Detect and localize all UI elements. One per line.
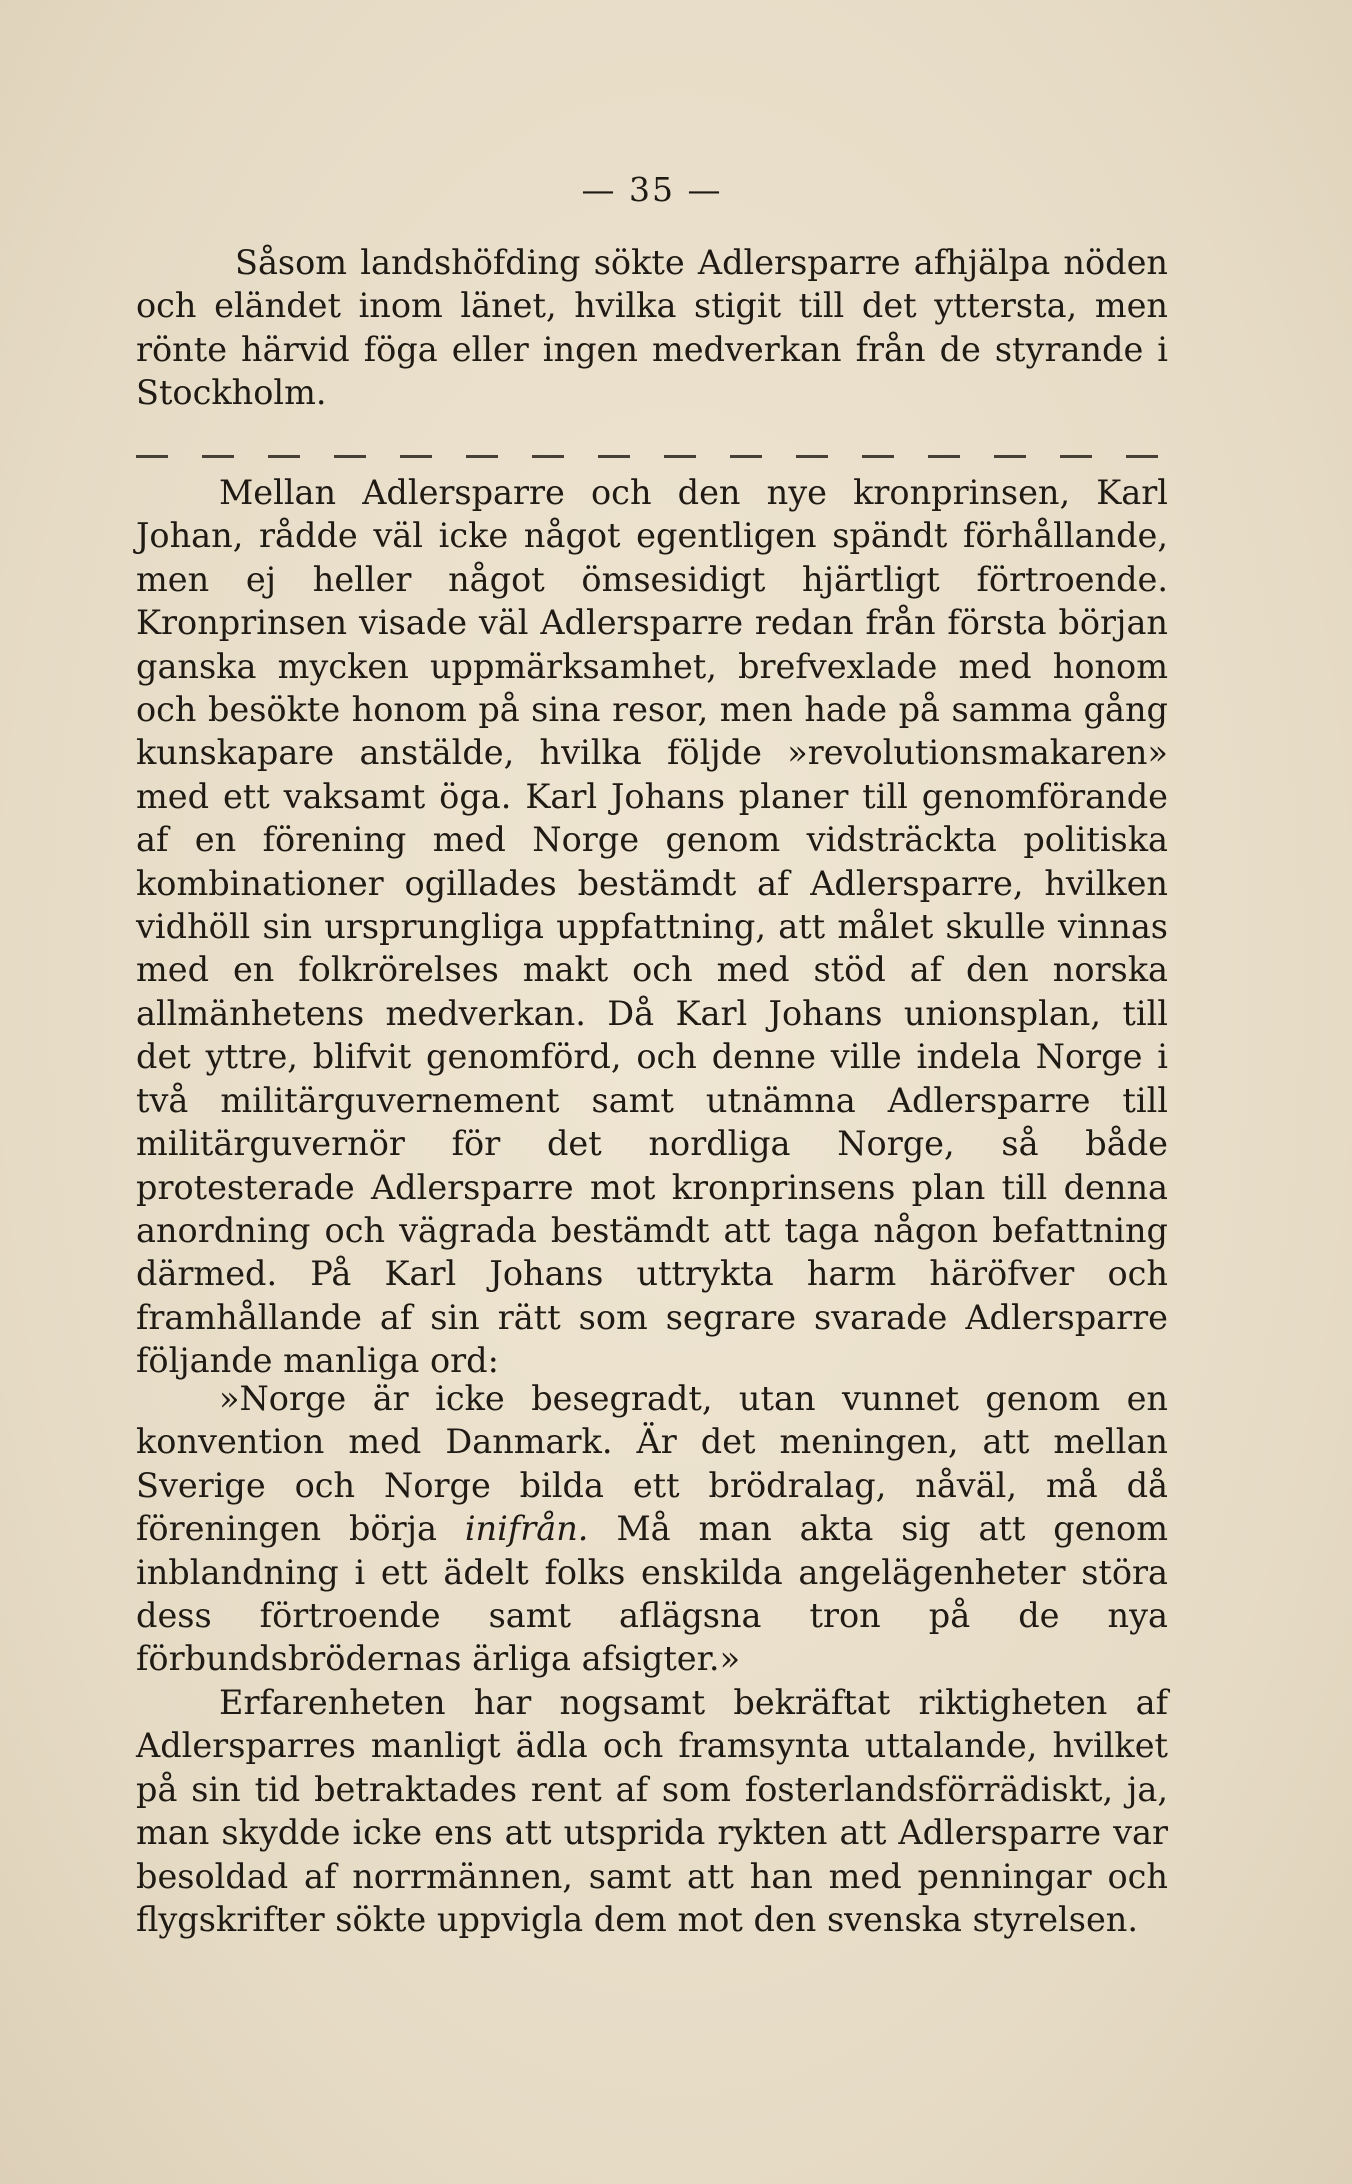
quote-text-end: Må man akta sig att genom inblandning i ett ädelt folks enskilda angelägenheter störa dess förtroende samt aflägsna tron på de nya förbundsbrödernas ärliga afsigter.» [136,1509,1168,1679]
section-divider [136,455,1168,458]
paragraph-3-quote [136,1377,1168,1681]
quote-text-start: »Norge är icke besegradt, utan vunnet genom en konvention med Danmark. Är det meningen, att mellan Sverige och Norge bilda ett brödralag, nåväl, må då föreningen börja [136,1379,1168,1549]
page-number: — 35 — [581,170,723,209]
paragraph-2: Mellan Adlersparre och den nye kronprinsen, Karl Johan, rådde väl icke något egentligen spändt förhållande, men ej heller något ömsesidigt hjärtligt förtroende. Kronprinsen visade väl Adlersparre redan från första början ganska mycken uppmärksamhet, brefvexlade med honom och besökte honom på sina resor, men hade på samma gång kunskapare anstälde, hvilka följde »revolutionsmakaren» med ett vaksamt öga. Karl Johans planer till genomförande af en förening med Norge genom vidsträckta politiska kombinationer ogillades bestämdt af Adlersparre, hvilken vidhöll sin ursprungliga uppfattning, att målet skulle vinnas med en folkrörelses makt och med stöd af den norska allmänhetens medverkan. Då Karl Johans unionsplan, till det yttre, blifvit genomförd, och denne ville indela Norge i två militärguvernement samt utnämna Adlersparre till militärguvernör för det nordliga Norge, så både protesterade Adlersparre mot kronprinsens plan till denna anordning och vägrada bestämdt att taga någon befattning därmed. På Karl Johans uttrykta harm häröfver och framhållande af sin rätt som segrare svarade Adlersparre följande manliga ord: [136,473,1168,1381]
quote-emphasis: inifrån. [464,1509,589,1549]
paragraph-1: Såsom landshöfding sökte Adlersparre afhjälpa nöden och eländet inom länet, hvilka stigit till det yttersta, men rönte härvid föga eller ingen medverkan från de styrande i Stockholm. [136,243,1168,413]
paragraph-4: Erfarenheten har nogsamt bekräftat riktigheten af Adlersparres manligt ädla och framsynta uttalande, hvilket på sin tid betraktades rent af som fosterlandsförrädiskt, ja, man skydde icke ens att utsprida rykten att Adlersparre var besoldad af norrmännen, samt att han med penningar och flygskrifter sökte uppvigla dem mot den svenska styrelsen. [136,1683,1168,1940]
